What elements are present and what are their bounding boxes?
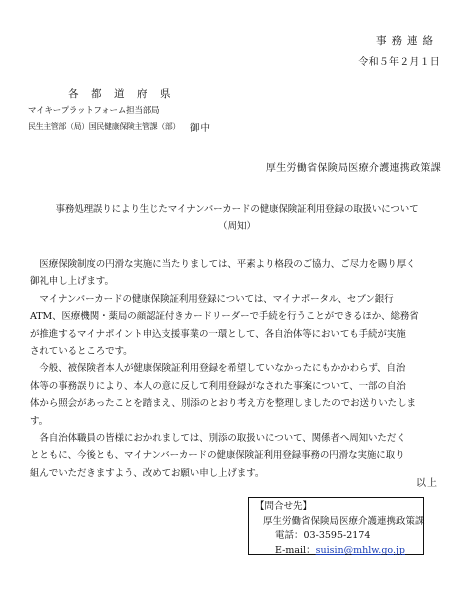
body-line: 体から照会があったことを踏まえ、別添のとおり考え方を整理しましたのでお送りいたしま (30, 398, 416, 410)
document-subtitle: （周知） (217, 221, 256, 232)
document-type: 事務連絡 (376, 35, 438, 47)
email-label: E-mail： (275, 544, 316, 556)
document-title: 事務処理誤りにより生じたマイナンバーカードの健康保険証利用登録の取扱いについて (55, 204, 419, 215)
body-line: 組んでいただきますよう、改めてお願い申し上げます。 (30, 467, 265, 479)
body-line: とともに、今後とも、マイナンバーカードの健康保険証利用登録事務の円滑な実施に取り (30, 450, 405, 462)
contact-phone-row (255, 529, 423, 544)
body-line: 医療保険制度の円滑な実施に当たりましては、平素より格段のご協力、ご尽力を賜り厚く (30, 259, 416, 270)
contact-email-row (255, 544, 423, 559)
recipient-prefectures: 各都道府県 (68, 88, 183, 100)
recipient-line-2: 民生主管部（局）国民健康保険主管課（部） (28, 122, 180, 131)
body-line: が推進するマイナポイント申込支援事業の一環として、各自治体等においても手続が実施 (30, 328, 406, 340)
body-line: 御礼申し上げます。 (30, 276, 114, 288)
body-line: ATM、医療機関・薬局の顔認証付きカードリーダーで手続を行うことができるほか、総務省 (30, 311, 419, 323)
contact-department: 厚生労働省保険局医療介護連携政策課 (263, 515, 425, 527)
phone-label: 電話： (275, 530, 304, 541)
recipient-line-1: マイキープラットフォーム担当部局 (28, 106, 160, 116)
email-link[interactable]: suisin@mhlw.go.jp (315, 544, 406, 556)
recipient-honorific: 御中 (190, 123, 212, 134)
body-line: 今般、被保険者本人が健康保険証利用登録を希望していなかったにもかかわらず、自治 (30, 363, 406, 375)
contact-heading: 【問合せ先】 (255, 501, 313, 512)
contact-box (248, 497, 424, 555)
closing-ijo: 以上 (416, 478, 438, 489)
body-line: す。 (30, 415, 49, 427)
phone-number: 03-3595-2174 (303, 530, 371, 541)
document-date: 令和５年２月１日 (358, 57, 440, 68)
body-line: 体等の事務誤りにより、本人の意に反して利用登録がなされた事案について、一部の自治 (30, 380, 406, 392)
document-body (30, 256, 440, 482)
body-line: マイナンバーカードの健康保険証利用登録については、マイナポータル、セブン銀行 (30, 293, 394, 305)
sender-organization: 厚生労働省保険局医療介護連携政策課 (265, 163, 441, 174)
body-line: 各自治体職員の皆様におかれましては、別添の取扱いについて、関係者へ周知いただく (30, 433, 406, 445)
body-line: されているところです。 (30, 346, 133, 358)
